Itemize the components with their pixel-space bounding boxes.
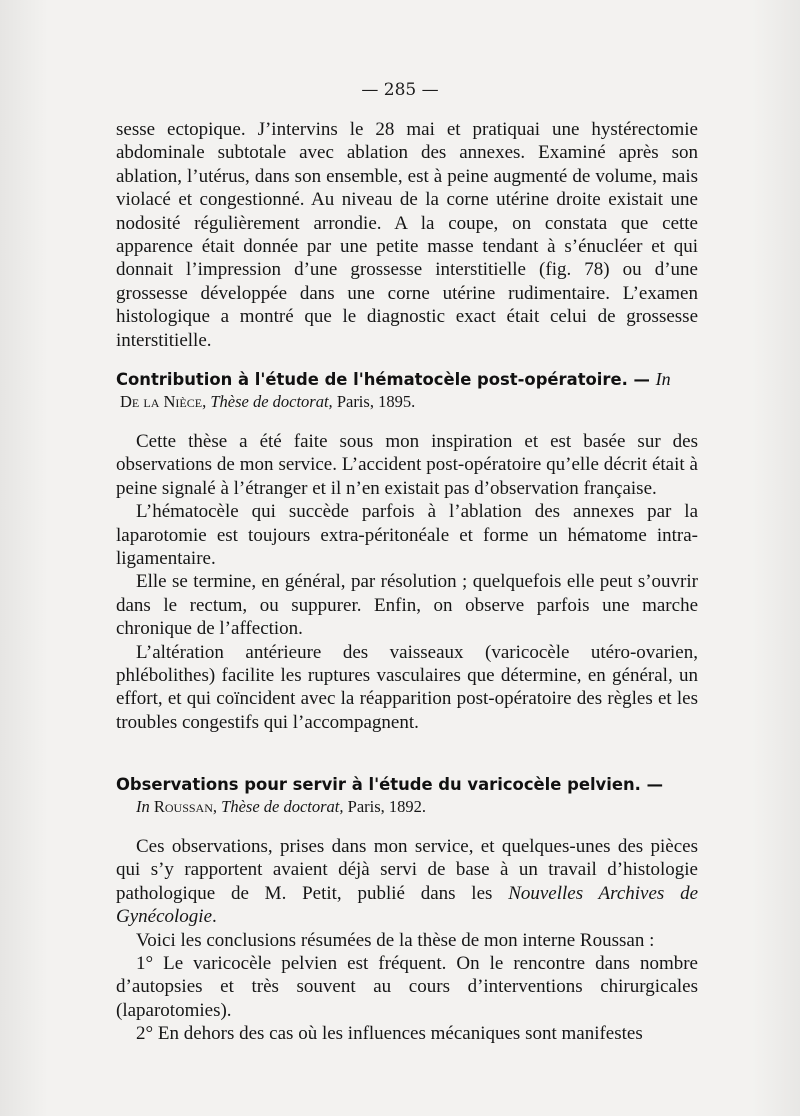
paragraph: L’altération antérieure des vaisseaux (varicocèle utéro-ovarien, phlébolithes) facilite les ruptures vasculaires que détermine, en général, un effort, et qui coïncident avec la réapparition post-opératoire des règles et les troubles congestifs qui l’accompagnent. [116, 641, 698, 733]
citation-line [116, 391, 698, 412]
section-varicocele [116, 774, 698, 1046]
paragraph [116, 835, 698, 929]
citation-in: In [655, 369, 671, 389]
citation-place: Paris, 1892. [347, 797, 427, 816]
paragraph: 2° En dehors des cas où les influences mécaniques sont manifestes [136, 1023, 643, 1045]
citation-line [116, 796, 698, 817]
paragraph: L’hématocèle qui succède parfois à l’ablation des annexes par la laparotomie est toujours extra-péritonéale et forme un hématome intra-ligamentaire. [116, 501, 698, 570]
paragraph-end: . [212, 906, 217, 928]
citation-author: Roussan, [153, 797, 218, 816]
journal-title: Nouvelles Archives de Gynécologie [116, 882, 699, 928]
paragraph-ectopic-pregnancy: sesse ectopique. J’intervins le 28 mai et pratiquai une hystérectomie abdominale subtotale avec ablation des annexes. Examiné après son ablation, l’utérus, dans son ensemble, est à peine augmenté de volume, mais violacé et congestionné. Au niveau de la corne utérine droite existait une nodosité régulièrement arrondie. A la coupe, on constata que cette apparence était donnée par une petite masse tendant à s’énucléer et qui donnait l’impression d’une grossesse interstitielle (fig. 78) ou d’une grossesse développée dans une corne utérine rudimentaire. L’examen histologique a montré que le diagnostic exact était celui de grossesse interstitielle. [116, 119, 698, 351]
page-number: — 285 — [361, 80, 439, 100]
section-title-text: Contribution à l'étude de l'hématocèle post-opératoire. — [116, 370, 650, 389]
citation-author: De la Nièce, [120, 392, 207, 411]
paragraph: 1° Le varicocèle pelvien est fréquent. On le rencontre dans nombre d’autopsies et très souvent au cours d’interventions chirurgicales (laparotomies). [116, 953, 698, 1021]
paragraph-text: Ces observations, prises dans mon service, et quelques-unes des pièces qui s’y rapportent avaient déjà servi de base à un travail d’histologie pathologique de M. Petit, publié dans les [116, 836, 698, 904]
citation-in: In [136, 797, 150, 816]
section-title-varicocele: Observations pour servir à l'étude du varicocèle pelvien. — [116, 775, 663, 794]
section-title-hematocele [116, 368, 698, 391]
paragraph: Cette thèse a été faite sous mon inspiration et est basée sur des observations de mon service. L’accident post-opératoire qu’elle décrit était à peine signalé à l’étranger et il n’en existait pas d’observation française. [116, 431, 698, 499]
continued-paragraph [116, 118, 698, 352]
citation-place: Paris, 1895. [336, 392, 416, 411]
section-hematocele [116, 368, 698, 734]
citation-thesis: Thèse de doctorat, [221, 797, 344, 816]
paragraph: Voici les conclusions résumées de la thèse de mon interne Roussan : [136, 929, 655, 951]
citation-thesis: Thèse de doctorat, [210, 392, 333, 411]
paragraph: Elle se termine, en général, par résolution ; quelquefois elle peut s’ouvrir dans le rectum, ou suppurer. Enfin, on observe parfois une marche chronique de l’affection. [116, 571, 698, 640]
